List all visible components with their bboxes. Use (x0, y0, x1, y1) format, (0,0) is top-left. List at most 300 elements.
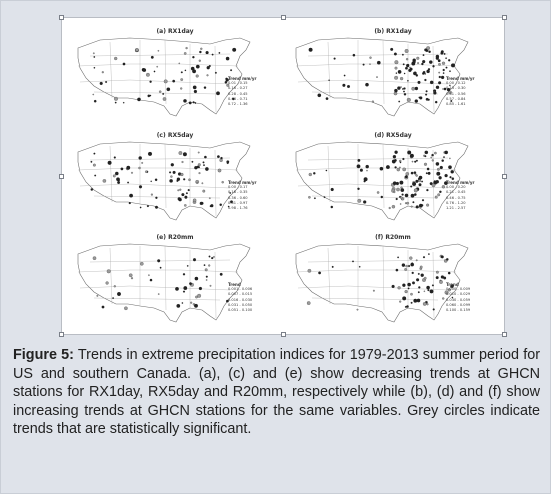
station-dot (308, 196, 310, 198)
station-dot (425, 155, 427, 157)
station-dot (436, 86, 439, 89)
state-boundary (433, 46, 434, 112)
station-dot (154, 71, 155, 72)
state-boundary (328, 42, 330, 98)
station-dot (428, 172, 431, 175)
station-dot (399, 301, 401, 303)
caption-label: Figure 5: (13, 347, 74, 363)
station-dot (436, 162, 439, 165)
station-dot (412, 282, 415, 285)
station-dot (209, 197, 210, 198)
station-dot (91, 161, 93, 163)
station-dot (103, 179, 106, 182)
station-dot (210, 204, 213, 207)
legend-item: 0.98 - 1.76 (228, 206, 248, 211)
station-dot (403, 87, 405, 89)
legend (228, 76, 266, 110)
state-boundary (90, 158, 230, 160)
station-dot (141, 162, 143, 164)
station-dot (426, 286, 429, 289)
state-boundary (308, 158, 448, 160)
station-dot (426, 90, 428, 92)
station-dot (422, 60, 425, 63)
station-dot (215, 72, 217, 74)
state-boundary (165, 246, 166, 310)
station-dot (182, 161, 184, 163)
station-dot (93, 94, 94, 95)
map-panel-f (288, 232, 498, 330)
resize-handle-left[interactable] (59, 174, 64, 179)
station-dot (222, 181, 224, 183)
station-dot (442, 62, 445, 65)
station-dot (424, 291, 425, 292)
station-dot (405, 49, 409, 53)
station-dot (410, 154, 414, 158)
panel-title: (c) RX5day (156, 132, 194, 139)
station-dot (352, 261, 354, 263)
state-boundary (298, 286, 448, 290)
station-dot (418, 81, 421, 84)
station-dot (185, 70, 186, 71)
station-dot (167, 88, 170, 91)
station-dot (200, 48, 202, 50)
station-dot (131, 277, 133, 279)
station-dot (178, 197, 181, 200)
legend-item: 0.61 - 0.97 (228, 200, 248, 205)
station-dot (402, 264, 405, 267)
station-dot (150, 95, 151, 96)
station-dot (451, 170, 454, 173)
station-dot (401, 188, 404, 191)
station-dot (138, 167, 140, 169)
state-boundary (215, 252, 216, 318)
station-dot (193, 199, 196, 202)
station-dot (184, 52, 186, 54)
legend-item: 0.007 - 0.015 (228, 292, 253, 297)
station-dot (412, 87, 415, 90)
station-dot (432, 65, 434, 67)
station-dot (195, 277, 198, 280)
station-dot (416, 57, 419, 60)
station-dot (148, 95, 150, 97)
station-dot (413, 60, 416, 63)
station-dot (160, 267, 162, 269)
station-dot (400, 77, 403, 80)
state-boundary (296, 168, 456, 170)
station-dot (220, 159, 223, 162)
station-dot (331, 206, 333, 208)
station-dot (199, 60, 201, 62)
station-dot (418, 273, 420, 275)
station-dot (135, 48, 138, 51)
station-dot (115, 172, 118, 175)
station-dot (357, 165, 361, 169)
station-dot (205, 167, 208, 170)
station-dot (419, 204, 423, 208)
station-dot (189, 102, 192, 105)
station-dot (150, 81, 152, 83)
station-dot (405, 175, 408, 178)
station-dot (433, 91, 436, 94)
station-dot (193, 101, 195, 103)
station-dot (405, 194, 408, 197)
station-dot (417, 299, 420, 302)
station-dot (190, 302, 192, 304)
station-dot (116, 178, 120, 182)
station-dot (107, 269, 111, 273)
resize-handle-bottom-left[interactable] (59, 332, 64, 337)
station-dot (426, 98, 429, 101)
station-dot (184, 286, 188, 290)
station-dot (446, 67, 448, 69)
station-dot (438, 72, 439, 73)
station-dot (396, 72, 397, 73)
station-dot (113, 175, 116, 178)
station-dot (328, 80, 329, 81)
station-dot (326, 170, 327, 171)
station-dot (400, 162, 401, 163)
station-dot (394, 89, 397, 92)
station-dot (406, 305, 408, 307)
station-dot (203, 162, 205, 164)
station-dot (449, 70, 450, 71)
station-dot (318, 94, 321, 97)
state-boundary (215, 46, 216, 112)
station-dot (180, 173, 183, 176)
station-dot (396, 269, 398, 271)
station-dot (393, 191, 395, 193)
legend-item: 0.00 - 0.20 (446, 185, 466, 190)
station-dot (404, 93, 406, 95)
station-dot (344, 75, 346, 77)
legend-item: 0.72 - 1.36 (228, 102, 248, 107)
station-dot (117, 181, 120, 184)
station-dot (436, 55, 439, 58)
station-dot (157, 66, 158, 67)
station-dot (398, 286, 401, 289)
station-dot (175, 287, 178, 290)
station-dot (408, 265, 410, 267)
station-dot (91, 188, 93, 190)
state-boundary (110, 42, 112, 98)
station-dot (395, 166, 397, 168)
station-dot (431, 157, 432, 158)
station-dot (442, 159, 444, 161)
legend-title: Trend mm/yr (446, 76, 475, 81)
station-dot (439, 191, 441, 193)
station-dot (409, 257, 412, 260)
station-dot (427, 70, 430, 73)
station-dot (435, 196, 438, 199)
map-panel-a (70, 26, 280, 124)
station-dot (432, 285, 434, 287)
station-dot (442, 185, 445, 188)
station-dot (366, 170, 367, 171)
station-dot (398, 101, 400, 103)
station-dot (423, 54, 425, 56)
station-dot (428, 51, 430, 53)
station-dot (106, 282, 109, 285)
station-dot (183, 291, 185, 293)
station-dot (94, 67, 95, 68)
station-dot (394, 92, 397, 95)
station-dot (163, 97, 166, 100)
station-dot (129, 202, 131, 204)
legend-title: Trend mm/yr (446, 180, 475, 185)
station-dot (143, 68, 146, 71)
station-dot (396, 198, 398, 200)
resize-handle-bottom[interactable] (281, 332, 286, 337)
station-dot (213, 256, 215, 258)
station-dot (189, 282, 192, 285)
station-dot (318, 272, 321, 275)
station-dot (414, 193, 416, 195)
legend-item: 0.060 - 0.099 (446, 302, 471, 307)
station-dot (445, 58, 446, 59)
station-dot (342, 84, 345, 87)
station-dot (203, 190, 206, 193)
station-dot (180, 88, 182, 90)
station-dot (421, 63, 423, 65)
station-dot (204, 264, 206, 266)
station-dot (439, 76, 441, 78)
station-dot (400, 203, 401, 204)
station-dot (357, 309, 359, 311)
station-dot (416, 160, 418, 162)
legend (446, 76, 484, 110)
station-dot (402, 194, 404, 196)
station-dot (139, 156, 142, 159)
station-dot (424, 163, 427, 166)
station-dot (410, 293, 412, 295)
station-dot (172, 80, 175, 83)
station-dot (399, 167, 400, 168)
station-dot (108, 161, 112, 165)
station-dot (148, 152, 152, 156)
state-boundary (308, 54, 448, 56)
station-dot (226, 57, 229, 60)
station-dot (216, 92, 220, 96)
station-dot (185, 196, 188, 199)
legend-item: 1.21 - 2.57 (446, 206, 466, 211)
station-dot (450, 176, 452, 178)
legend-item: 0.16 - 0.27 (228, 86, 248, 91)
station-dot (232, 48, 236, 52)
station-dot (407, 151, 411, 155)
station-dot (211, 257, 213, 259)
station-dot (145, 171, 147, 173)
resize-handle-top-right[interactable] (502, 15, 507, 20)
station-dot (364, 177, 368, 181)
station-dot (392, 285, 395, 288)
station-dot (331, 188, 334, 191)
legend-item: 0.46 - 0.71 (228, 96, 248, 101)
map-outline (78, 244, 250, 322)
legend-item: 0.016 - 0.030 (228, 297, 253, 302)
map-outline (296, 142, 468, 220)
station-dot (334, 58, 336, 60)
figure-image[interactable] (61, 17, 505, 335)
station-dot (415, 174, 417, 176)
station-dot (365, 83, 368, 86)
station-dot (137, 98, 140, 101)
station-dot (182, 302, 183, 303)
station-dot (162, 93, 164, 95)
station-dot (194, 304, 198, 308)
station-dot (445, 151, 448, 154)
station-dot (408, 288, 410, 290)
station-dot (434, 180, 436, 182)
station-dot (100, 82, 103, 85)
map-panel-c (70, 130, 280, 228)
station-dot (117, 292, 121, 296)
station-dot (197, 182, 198, 183)
resize-handle-bottom-right[interactable] (502, 332, 507, 337)
station-dot (432, 184, 435, 187)
legend-title: Trend mm/yr (228, 180, 257, 185)
station-dot (207, 74, 209, 76)
station-dot (158, 50, 159, 51)
station-dot (425, 73, 426, 74)
station-dot (423, 302, 426, 305)
resize-handle-top[interactable] (281, 15, 286, 20)
station-dot (173, 171, 176, 174)
station-dot (445, 174, 448, 177)
station-dot (411, 172, 413, 174)
station-dot (402, 88, 403, 89)
station-dot (188, 179, 190, 181)
station-dot (426, 189, 428, 191)
station-dot (448, 272, 450, 274)
station-dot (155, 179, 157, 181)
station-dot (437, 168, 440, 171)
station-dot (405, 290, 408, 293)
station-dot (181, 71, 183, 73)
station-dot (183, 152, 187, 156)
station-dot (407, 202, 409, 204)
station-dot (180, 78, 182, 80)
legend (228, 282, 266, 316)
station-dot (441, 256, 444, 259)
station-dot (393, 182, 396, 185)
station-dot (206, 51, 209, 54)
legend (228, 180, 266, 214)
station-dot (121, 168, 124, 171)
station-dot (427, 168, 429, 170)
legend-title: Trend (446, 282, 459, 287)
station-dot (393, 160, 395, 162)
station-dot (442, 297, 444, 299)
state-boundary (78, 168, 238, 170)
legend-item: 0.36 - 0.60 (228, 195, 248, 200)
station-dot (395, 151, 398, 154)
station-dot (199, 172, 201, 174)
state-boundary (312, 196, 438, 198)
station-dot (416, 278, 419, 281)
station-dot (353, 54, 355, 56)
station-dot (395, 60, 399, 64)
station-dot (197, 294, 201, 298)
station-dot (441, 275, 444, 278)
station-dot (403, 63, 405, 65)
station-dot (403, 168, 406, 171)
station-dot (209, 65, 211, 67)
station-dot (196, 75, 199, 78)
legend-item: 0.28 - 0.45 (228, 91, 248, 96)
station-dot (115, 102, 116, 103)
station-dot (448, 59, 450, 61)
station-dot (218, 169, 221, 172)
legend (446, 282, 484, 316)
station-dot (366, 165, 369, 168)
station-dot (402, 284, 405, 287)
station-dot (192, 56, 194, 58)
station-dot (397, 87, 400, 90)
legend-item: 0.030 - 0.059 (446, 297, 471, 302)
state-boundary (110, 146, 112, 202)
station-dot (398, 70, 401, 73)
station-dot (413, 201, 415, 203)
station-dot (377, 191, 379, 193)
resize-handle-right[interactable] (502, 174, 507, 179)
legend (446, 180, 484, 214)
station-dot (193, 258, 196, 261)
station-dot (415, 100, 418, 103)
station-dot (209, 256, 211, 258)
station-dot (94, 175, 96, 177)
station-dot (425, 94, 427, 96)
station-dot (405, 67, 408, 70)
station-dot (114, 97, 118, 101)
station-dot (426, 172, 428, 174)
station-dot (424, 277, 426, 279)
legend-item: 0.85 - 1.61 (446, 102, 466, 107)
station-dot (195, 102, 196, 103)
station-dot (428, 253, 429, 254)
station-dot (420, 266, 423, 269)
state-boundary (110, 248, 112, 304)
station-dot (431, 154, 433, 156)
station-dot (114, 157, 116, 159)
station-dot (428, 289, 430, 291)
station-dot (448, 165, 451, 168)
station-dot (415, 87, 418, 90)
state-boundary (298, 184, 448, 188)
panel-title: (f) R20mm (375, 234, 411, 241)
station-dot (94, 100, 96, 102)
station-dot (227, 161, 230, 164)
resize-handle-top-left[interactable] (59, 15, 64, 20)
station-dot (177, 180, 179, 182)
state-boundary (383, 40, 384, 104)
station-dot (184, 204, 186, 206)
station-dot (210, 285, 212, 287)
station-dot (198, 152, 200, 154)
station-dot (123, 102, 124, 103)
legend-item: 0.000 - 0.009 (446, 287, 471, 292)
station-dot (397, 168, 400, 171)
station-dot (411, 302, 413, 304)
station-dot (407, 64, 408, 65)
station-dot (413, 72, 416, 75)
station-dot (397, 257, 398, 258)
station-dot (421, 181, 423, 183)
legend-item: 0.76 - 1.20 (446, 200, 466, 205)
station-dot (411, 194, 415, 198)
station-dot (205, 268, 208, 271)
station-dot (171, 163, 174, 166)
station-dot (177, 304, 181, 308)
